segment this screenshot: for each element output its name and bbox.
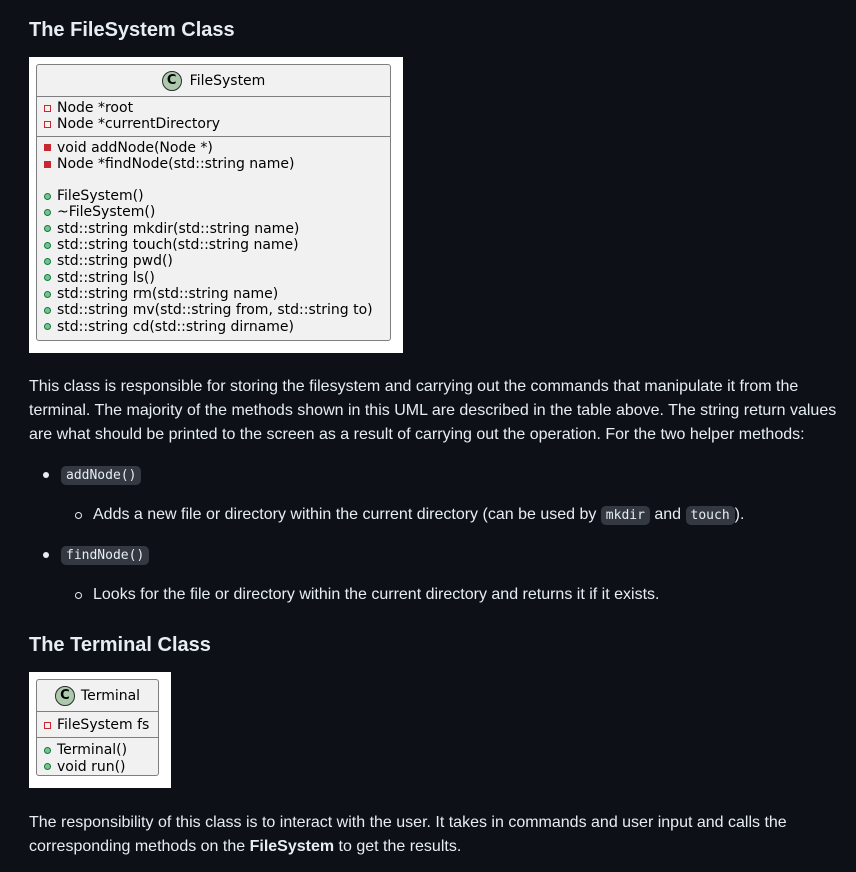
uml-method [44, 759, 158, 775]
filesystem-class-name: FileSystem [189, 72, 266, 89]
uml-field [44, 717, 158, 733]
public-method-icon [44, 747, 51, 754]
filesystem-class-header [37, 65, 390, 97]
class-icon: C [162, 71, 182, 91]
uml-method [44, 140, 390, 156]
method-text: std::string mkdir(std::string name) [57, 220, 300, 237]
method-text: ~FileSystem() [57, 204, 156, 221]
method-text: FileSystem() [57, 188, 144, 205]
uml-method [44, 270, 390, 286]
addnode-desc-text: Adds a new file or directory within the current directory (can be used by [93, 506, 601, 523]
public-method-icon [44, 307, 51, 314]
addnode-description [93, 503, 744, 528]
filesystem-description: This class is responsible for storing the filesystem and carrying out the commands that manipulate it from the terminal. The majority of the methods shown in this UML are described in the table above. The string return values are what should be printed to the screen as a result of carrying out the operation. For the two helper methods: [29, 378, 837, 443]
helper-item-addnode [61, 463, 141, 488]
public-method-icon [44, 193, 51, 200]
private-method-icon [44, 144, 51, 151]
uml-method [44, 302, 390, 318]
helper-item-findnode [61, 543, 149, 568]
public-method-icon [44, 225, 51, 232]
terminal-class-box [36, 679, 159, 776]
field-text: Node *root [57, 100, 134, 116]
uml-method [44, 237, 390, 253]
filesystem-class-box [36, 64, 391, 341]
uml-field [44, 100, 390, 116]
uml-method [44, 742, 158, 758]
private-method-icon [44, 161, 51, 168]
field-text: Node *currentDirectory [57, 116, 221, 133]
public-method-icon [44, 291, 51, 298]
method-text: void addNode(Node *) [57, 139, 213, 156]
terminal-fields [37, 712, 158, 738]
bullet-ring [75, 512, 82, 519]
uml-method [44, 286, 390, 302]
public-method-icon [44, 763, 51, 770]
uml-method [44, 221, 390, 237]
method-text: std::string mv(std::string from, std::string to) [57, 302, 373, 319]
findnode-code: findNode() [61, 546, 149, 565]
method-text: std::string rm(std::string name) [57, 285, 279, 302]
uml-method [44, 188, 390, 204]
addnode-desc-end: ). [734, 506, 745, 523]
class-icon: C [55, 686, 75, 706]
and-text: and [649, 506, 686, 523]
addnode-code: addNode() [61, 466, 141, 485]
filesystem-methods [37, 137, 390, 338]
mkdir-code: mkdir [601, 506, 650, 525]
uml-method [44, 156, 390, 172]
bullet-dot [43, 552, 49, 558]
terminal-desc-end: to get the results. [334, 838, 462, 855]
touch-code: touch [686, 506, 735, 525]
public-method-icon [44, 274, 51, 281]
uml-method [44, 253, 390, 269]
uml-method [44, 319, 390, 335]
filesystem-fields [37, 97, 390, 137]
public-method-icon [44, 242, 51, 249]
private-field-icon [44, 722, 51, 729]
method-text: std::string cd(std::string dirname) [57, 318, 294, 335]
method-text: std::string touch(std::string name) [57, 237, 299, 254]
bullet-ring [75, 592, 82, 599]
public-method-icon [44, 323, 51, 330]
uml-field [44, 116, 390, 132]
terminal-methods [37, 738, 158, 778]
terminal-description [29, 811, 839, 859]
filesystem-bold: FileSystem [249, 838, 335, 855]
terminal-uml-diagram [29, 672, 171, 788]
filesystem-uml-diagram [29, 57, 403, 353]
filesystem-heading: The FileSystem Class [29, 19, 235, 41]
method-text: Node *findNode(std::string name) [57, 155, 295, 172]
terminal-heading: The Terminal Class [29, 634, 211, 656]
bullet-dot [43, 472, 49, 478]
private-field-icon [44, 121, 51, 128]
findnode-description: Looks for the file or directory within the current directory and returns it if it exists. [93, 586, 660, 603]
method-text: std::string pwd() [57, 253, 173, 270]
method-text: std::string ls() [57, 269, 155, 286]
method-text: void run() [57, 758, 126, 775]
field-text: FileSystem fs [57, 717, 150, 733]
uml-method [44, 204, 390, 220]
private-field-icon [44, 105, 51, 112]
public-method-icon [44, 209, 51, 216]
terminal-class-name: Terminal [80, 687, 141, 704]
public-method-icon [44, 258, 51, 265]
method-text: Terminal() [57, 742, 128, 759]
terminal-class-header [37, 680, 158, 712]
terminal-desc-text: The responsibility of this class is to interact with the user. It takes in commands and user input and calls the corresponding methods on the [29, 814, 787, 855]
